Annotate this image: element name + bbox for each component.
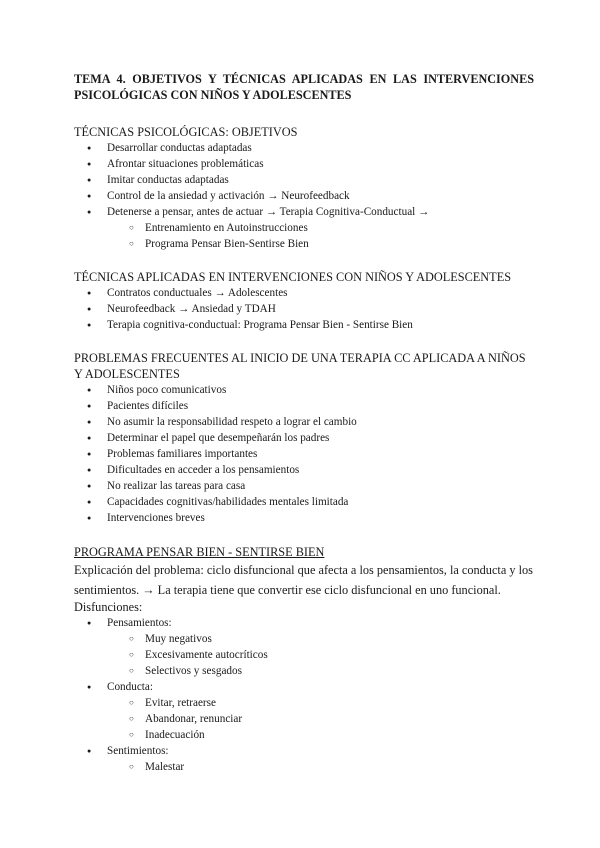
list-item bbox=[74, 743, 534, 775]
sub-bullet-list bbox=[74, 631, 534, 679]
group-label: Conducta: bbox=[107, 681, 153, 693]
section-heading: PROGRAMA PENSAR BIEN - SENTIRSE BIEN bbox=[74, 545, 325, 559]
list-item: ● Afrontar situaciones problemáticas bbox=[74, 156, 534, 172]
list-item: ● Problemas familiares importantes bbox=[74, 446, 534, 462]
sub-list-item: ○ Selectivos y sesgados bbox=[74, 663, 534, 679]
bullet-list bbox=[74, 382, 534, 526]
sub-list-item: ○ Muy negativos bbox=[74, 631, 534, 647]
sub-bullet-list bbox=[74, 220, 534, 252]
sub-list-item: ○ Abandonar, renunciar bbox=[74, 711, 534, 727]
list-item: ● Intervenciones breves bbox=[74, 510, 534, 526]
list-item: ● No realizar las tareas para casa bbox=[74, 478, 534, 494]
list-item: ● Niños poco comunicativos bbox=[74, 382, 534, 398]
list-item bbox=[74, 615, 534, 679]
section-heading: PROBLEMAS FRECUENTES AL INICIO DE UNA TERAPIA CC APLICADA A NIÑOS Y ADOLESCENTES bbox=[74, 351, 526, 381]
document-page bbox=[74, 72, 534, 775]
section-techniques bbox=[74, 269, 534, 333]
sub-list-item: ○ Programa Pensar Bien-Sentirse Bien bbox=[74, 236, 534, 252]
bullet-list bbox=[74, 140, 534, 252]
section-objectives bbox=[74, 124, 534, 252]
document-title: TEMA 4. OBJETIVOS Y TÉCNICAS APLICADAS EN LAS INTERVENCIONES PSICOLÓGICAS CON NIÑOS Y ADOLESCENTES bbox=[74, 72, 534, 102]
sub-list-item: ○ Malestar bbox=[74, 759, 534, 775]
list-item-text: Detenerse a pensar, antes de actuar → Terapia Cognitiva-Conductual → bbox=[107, 206, 430, 218]
list-item: ● Dificultades en acceder a los pensamientos bbox=[74, 462, 534, 478]
group-label: Pensamientos: bbox=[107, 617, 172, 629]
sub-bullet-list bbox=[74, 695, 534, 743]
list-item: ● Terapia cognitiva-conductual: Programa Pensar Bien - Sentirse Bien bbox=[74, 317, 534, 333]
sub-list-item: ○ Evitar, retraerse bbox=[74, 695, 534, 711]
dysfunctions-label: Disfunciones: bbox=[74, 600, 143, 614]
list-item: ● Pacientes difíciles bbox=[74, 398, 534, 414]
list-item: ● Contratos conductuales → Adolescentes bbox=[74, 285, 534, 301]
problem-explanation: Explicación del problema: ciclo disfuncional que afecta a los pensamientos, la conducta y los sentimientos. → La terapia tiene que convertir ese ciclo disfuncional en uno funcional. bbox=[74, 563, 533, 597]
section-heading: TÉCNICAS APLICADAS EN INTERVENCIONES CON NIÑOS Y ADOLESCENTES bbox=[74, 270, 512, 284]
list-item: ● No asumir la responsabilidad respeto a lograr el cambio bbox=[74, 414, 534, 430]
list-item: ● Determinar el papel que desempeñarán los padres bbox=[74, 430, 534, 446]
sub-bullet-list bbox=[74, 759, 534, 775]
list-item: ● Imitar conductas adaptadas bbox=[74, 172, 534, 188]
list-item: ● Desarrollar conductas adaptadas bbox=[74, 140, 534, 156]
list-item: ● Control de la ansiedad y activación → Neurofeedback bbox=[74, 188, 534, 204]
sub-list-item: ○ Excesivamente autocríticos bbox=[74, 647, 534, 663]
sub-list-item: ○ Entrenamiento en Autoinstrucciones bbox=[74, 220, 534, 236]
list-item: ● Neurofeedback → Ansiedad y TDAH bbox=[74, 301, 534, 317]
section-program bbox=[74, 544, 534, 775]
section-problems bbox=[74, 350, 534, 526]
list-item bbox=[74, 679, 534, 743]
sub-list-item: ○ Inadecuación bbox=[74, 727, 534, 743]
group-label: Sentimientos: bbox=[107, 745, 169, 757]
bullet-list bbox=[74, 285, 534, 333]
list-item: ● Capacidades cognitivas/habilidades mentales limitada bbox=[74, 494, 534, 510]
list-item bbox=[74, 204, 534, 252]
section-heading: TÉCNICAS PSICOLÓGICAS: OBJETIVOS bbox=[74, 125, 298, 139]
bullet-list bbox=[74, 615, 534, 775]
